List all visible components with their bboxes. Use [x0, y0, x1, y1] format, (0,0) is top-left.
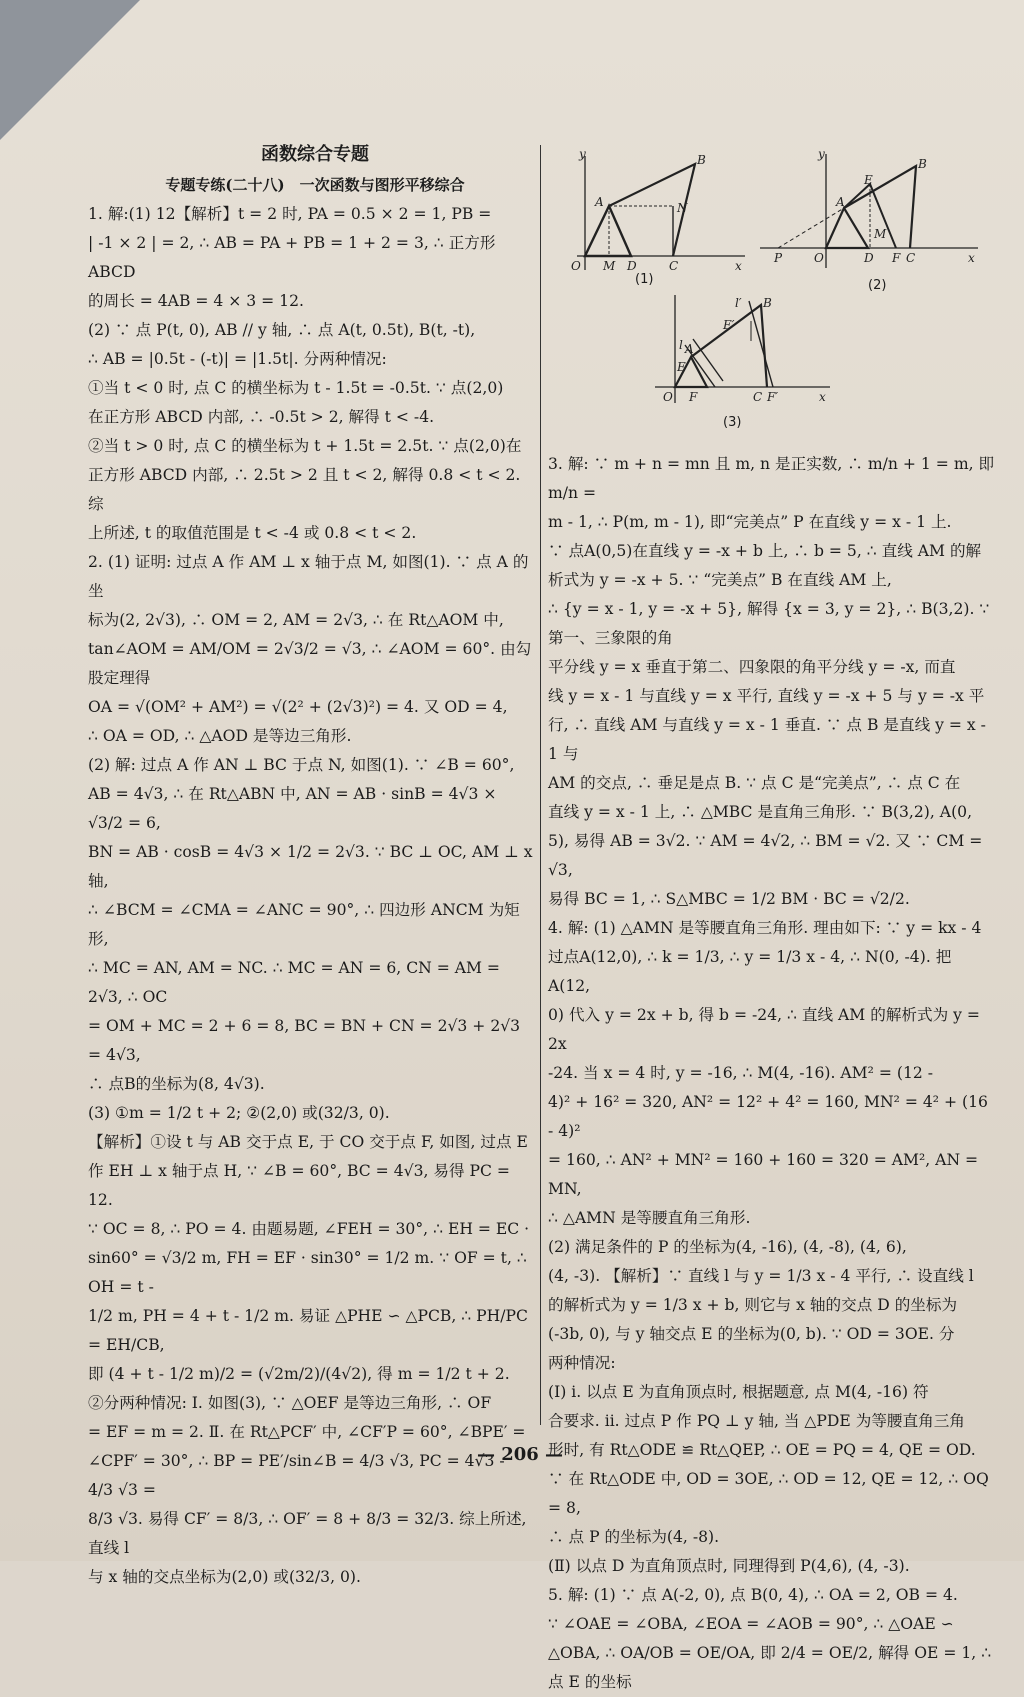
- text-line: ∴ AB = |0.5t - (-t)| = |1.5t|. 分两种情况:: [88, 350, 387, 368]
- fig3-label-f: F: [689, 390, 698, 404]
- text-line: ∵ ∠OAE = ∠OBA, ∠EOA = ∠AOB = 90°, ∴ △OAE ∽: [548, 1615, 954, 1633]
- figure-3-caption: (3): [723, 415, 742, 430]
- text-line: 线 y = x - 1 与直线 y = x 平行, 直线 y = -x + 5 与 y = -x 平: [548, 687, 985, 705]
- fig3-label-fprime: F′: [767, 390, 779, 404]
- text-line: ②分两种情况: Ⅰ. 如图(3), ∵ △OEF 是等边三角形, ∴ OF: [88, 1394, 492, 1412]
- text-line: 易得 BC = 1, ∴ S△MBC = 1/2 BM · BC = √2/2.: [548, 890, 910, 908]
- fig1-label-x: x: [735, 259, 742, 273]
- text-line: ①当 t < 0 时, 点 C 的横坐标为 t - 1.5t = -0.5t. ∵ 点(2,0): [88, 379, 504, 397]
- text-line: sin60° = √3/2 m, FH = EF · sin30° = 1/2 m. ∵ OF = t, ∴ OH = t -: [88, 1249, 527, 1296]
- fig2-label-m: M: [874, 227, 887, 241]
- fig3-label-c: C: [753, 390, 763, 404]
- fig2-label-y: y: [818, 150, 825, 161]
- fig3-label-eprime: E′: [723, 318, 735, 332]
- fig3-label-lprime: l′: [735, 296, 742, 310]
- text-line: 5. 解: (1) ∵ 点 A(-2, 0), 点 B(0, 4), ∴ OA = 2, OB = 4.: [548, 1586, 958, 1604]
- fig1-label-a: A: [595, 195, 604, 209]
- fig3-label-x: x: [819, 390, 826, 404]
- fig2-label-o: O: [814, 251, 824, 265]
- fig2-label-a: A: [836, 195, 845, 209]
- text-line: 的解析式为 y = 1/3 x + b, 则它与 x 轴的交点 D 的坐标为: [548, 1296, 958, 1314]
- text-line: (Ⅰ) ⅰ. 以点 E 为直角顶点时, 根据题意, 点 M(4, -16) 符: [548, 1383, 929, 1401]
- text-line: ∠CPF′ = 30°, ∴ BP = PE′/sin∠B = 4/3 √3, PC = 4√3 - 4/3 √3 =: [88, 1452, 505, 1499]
- text-line: 正方形 ABCD 内部, ∴ 2.5t > 2 且 t < 2, 解得 0.8 < t < 2. 综: [88, 466, 521, 513]
- text-line: ∴ {y = x - 1, y = -x + 5}, 解得 {x = 3, y = 2}, ∴ B(3,2). ∵ 第一、三象限的角: [548, 600, 990, 647]
- text-line: 合要求. ⅱ. 过点 P 作 PQ ⊥ y 轴, 当 △PDE 为等腰直角三角: [548, 1412, 965, 1430]
- fig3-label-l: l: [679, 338, 683, 352]
- fig3-label-b: B: [763, 296, 772, 310]
- text-line: = EF = m = 2. Ⅱ. 在 Rt△PCF′ 中, ∠CF′P = 60°, ∠BPE′ =: [88, 1423, 526, 1441]
- column-divider: [540, 145, 541, 1425]
- page-number: — 206 —: [476, 1444, 564, 1465]
- text-line: 【解析】①设 t 与 AB 交于点 E, 于 CO 交于点 F, 如图, 过点 E: [88, 1133, 528, 1151]
- fig2-label-p: P: [774, 251, 783, 265]
- text-line: OA = √(OM² + AM²) = √(2² + (2√3)²) = 4. 又 OD = 4,: [88, 698, 508, 716]
- fig3-label-e: E: [677, 360, 686, 374]
- text-line: AM 的交点, ∴ 垂足是点 B. ∵ 点 C 是“完美点”, ∴ 点 C 在: [548, 774, 961, 792]
- fig2-label-f: F: [892, 251, 901, 265]
- text-line: ∴ △AMN 是等腰直角三角形.: [548, 1209, 751, 1227]
- figure-1: [565, 150, 755, 290]
- text-line: = 160, ∴ AN² + MN² = 160 + 160 = 320 = AM², AN = MN,: [548, 1151, 979, 1198]
- text-line: 4)² + 16² = 320, AN² = 12² + 4² = 160, MN² = 4² + (16 - 4)²: [548, 1093, 988, 1140]
- fig1-label-n: N: [677, 201, 688, 215]
- right-column: [548, 450, 996, 1697]
- text-line: ∴ OA = OD, ∴ △AOD 是等边三角形.: [88, 727, 352, 745]
- text-line: (3) ①m = 1/2 t + 2; ②(2,0) 或(32/3, 0).: [88, 1104, 390, 1122]
- text-line: (2) ∵ 点 P(t, 0), AB // y 轴, ∴ 点 A(t, 0.5t), B(t, -t),: [88, 321, 476, 339]
- text-line: 8/3 √3. 易得 CF′ = 8/3, ∴ OF′ = 8 + 8/3 = 32/3. 综上所述, 直线 l: [88, 1510, 527, 1557]
- figure-3: [655, 295, 840, 435]
- text-line: 3. 解: ∵ m + n = mn 且 m, n 是正实数, ∴ m/n + 1 = m, 即 m/n =: [548, 455, 995, 502]
- text-line: m - 1, ∴ P(m, m - 1), 即“完美点” P 在直线 y = x - 1 上.: [548, 513, 952, 531]
- text-line: 在正方形 ABCD 内部, ∴ -0.5t > 2, 解得 t < -4.: [88, 408, 435, 426]
- figure-2: [760, 150, 985, 300]
- text-line: ∴ MC = AN, AM = NC. ∴ MC = AN = 6, CN = AM = 2√3, ∴ OC: [88, 959, 501, 1006]
- text-line: BN = AB · cosB = 4√3 × 1/2 = 2√3. ∵ BC ⊥ OC, AM ⊥ x 轴,: [88, 843, 533, 890]
- left-column: [88, 200, 534, 1592]
- text-line: ②当 t > 0 时, 点 C 的横坐标为 t + 1.5t = 2.5t. ∵ 点(2,0)在: [88, 437, 522, 455]
- text-line: 直线 y = x - 1 上, ∴ △MBC 是直角三角形. ∵ B(3,2), A(0,: [548, 803, 973, 821]
- text-line: (2) 满足条件的 P 的坐标为(4, -16), (4, -8), (4, 6),: [548, 1238, 907, 1256]
- section-subtitle: 专题专练(二十八) 一次函数与图形平移综合: [165, 176, 465, 194]
- text-line: 析式为 y = -x + 5. ∵ “完美点” B 在直线 AM 上,: [548, 571, 892, 589]
- text-line: 作 EH ⊥ x 轴于点 H, ∵ ∠B = 60°, BC = 4√3, 易得 PC = 12.: [88, 1162, 510, 1209]
- text-line: (Ⅱ) 以点 D 为直角顶点时, 同理得到 P(4,6), (4, -3).: [548, 1557, 910, 1575]
- text-line: -24. 当 x = 4 时, y = -16, ∴ M(4, -16). AM² = (12 -: [548, 1064, 934, 1082]
- text-line: (-3b, 0), 与 y 轴交点 E 的坐标为(0, b). ∵ OD = 3OE. 分: [548, 1325, 955, 1343]
- fig2-label-c: C: [906, 251, 916, 265]
- fig1-label-y: y: [579, 150, 586, 161]
- fig1-label-b: B: [697, 153, 706, 167]
- text-line: 行, ∴ 直线 AM 与直线 y = x - 1 垂直. ∵ 点 B 是直线 y = x - 1 与: [548, 716, 986, 763]
- text-line: ∵ 在 Rt△ODE 中, OD = 3OE, ∴ OD = 12, QE = 12, ∴ OQ = 8,: [548, 1470, 989, 1517]
- text-line: 4. 解: (1) △AMN 是等腰直角三角形. 理由如下: ∵ y = kx - 4: [548, 919, 982, 937]
- text-line: 上所述, t 的取值范围是 t < -4 或 0.8 < t < 2.: [88, 524, 417, 542]
- text-line: ∴ 点B的坐标为(8, 4√3).: [88, 1075, 265, 1093]
- text-line: 0) 代入 y = 2x + b, 得 b = -24, ∴ 直线 AM 的解析式为 y = 2x: [548, 1006, 980, 1053]
- text-line: tan∠AOM = AM/OM = 2√3/2 = √3, ∴ ∠AOM = 60°. 由勾股定理得: [88, 640, 532, 687]
- text-line: 5), 易得 AB = 3√2. ∵ AM = 4√2, ∴ BM = √2. 又 ∵ CM = √3,: [548, 832, 983, 879]
- text-line: | -1 × 2 | = 2, ∴ AB = PA + PB = 1 + 2 = 3, ∴ 正方形 ABCD: [88, 234, 496, 281]
- figure-1-diagram: [565, 150, 755, 290]
- text-line: ∵ OC = 8, ∴ PO = 4. 由题易题, ∠FEH = 30°, ∴ EH = EC ·: [88, 1220, 530, 1238]
- text-line: ∵ 点A(0,5)在直线 y = -x + b 上, ∴ b = 5, ∴ 直线 AM 的解: [548, 542, 982, 560]
- text-line: 标为(2, 2√3), ∴ OM = 2, AM = 2√3, ∴ 在 Rt△AOM 中,: [88, 611, 504, 629]
- text-line: 1/2 m, PH = 4 + t - 1/2 m. 易证 △PHE ∽ △PCB, ∴ PH/PC = EH/CB,: [88, 1307, 528, 1354]
- fig3-label-a: A: [685, 342, 694, 356]
- text-line: △OBA, ∴ OA/OB = OE/OA, 即 2/4 = OE/2, 解得 OE = 1, ∴ 点 E 的坐标: [548, 1644, 992, 1691]
- fig2-label-d: D: [864, 251, 874, 265]
- text-line: 两种情况:: [548, 1354, 616, 1372]
- text-line: 与 x 轴的交点坐标为(2,0) 或(32/3, 0).: [88, 1568, 361, 1586]
- fig1-label-m: M: [603, 259, 616, 273]
- text-line: (2) 解: 过点 A 作 AN ⊥ BC 于点 N, 如图(1). ∵ ∠B = 60°,: [88, 756, 515, 774]
- text-line: 的周长 = 4AB = 4 × 3 = 12.: [88, 292, 304, 310]
- text-line: ∴ 点 P 的坐标为(4, -8).: [548, 1528, 720, 1546]
- page-corner-fold: [0, 0, 140, 140]
- text-line: 2. (1) 证明: 过点 A 作 AM ⊥ x 轴于点 M, 如图(1). ∵ 点 A 的坐: [88, 553, 529, 600]
- text-line: 过点A(12,0), ∴ k = 1/3, ∴ y = 1/3 x - 4, ∴ N(0, -4). 把 A(12,: [548, 948, 952, 995]
- text-line: 形时, 有 Rt△ODE ≌ Rt△QEP, ∴ OE = PQ = 4, QE = OD.: [548, 1441, 976, 1459]
- text-line: 平分线 y = x 垂直于第二、四象限的角平分线 y = -x, 而直: [548, 658, 956, 676]
- fig1-label-d: D: [627, 259, 637, 273]
- text-line: 即 (4 + t - 1/2 m)/2 = (√2m/2)/(4√2), 得 m = 1/2 t + 2.: [88, 1365, 510, 1383]
- section-title: 函数综合专题: [261, 144, 369, 165]
- text-line: = OM + MC = 2 + 6 = 8, BC = BN + CN = 2√3 + 2√3 = 4√3,: [88, 1017, 521, 1064]
- text-line: 1. 解:(1) 12【解析】t = 2 时, PA = 0.5 × 2 = 1, PB =: [88, 205, 492, 223]
- figure-3-diagram: [655, 295, 840, 435]
- text-line: (4, -3). 【解析】∵ 直线 l 与 y = 1/3 x - 4 平行, ∴ 设直线 l: [548, 1267, 974, 1285]
- fig1-label-o: O: [571, 259, 581, 273]
- fig3-label-o: O: [663, 390, 673, 404]
- fig2-label-e: E: [864, 173, 873, 187]
- text-line: ∴ ∠BCM = ∠CMA = ∠ANC = 90°, ∴ 四边形 ANCM 为矩形,: [88, 901, 520, 948]
- figure-1-caption: (1): [635, 272, 654, 287]
- fig1-label-c: C: [669, 259, 679, 273]
- figure-2-caption: (2): [868, 278, 887, 293]
- fig2-label-x: x: [968, 251, 975, 265]
- fig2-label-b: B: [918, 157, 927, 171]
- text-line: AB = 4√3, ∴ 在 Rt△ABN 中, AN = AB · sinB = 4√3 × √3/2 = 6,: [88, 785, 497, 832]
